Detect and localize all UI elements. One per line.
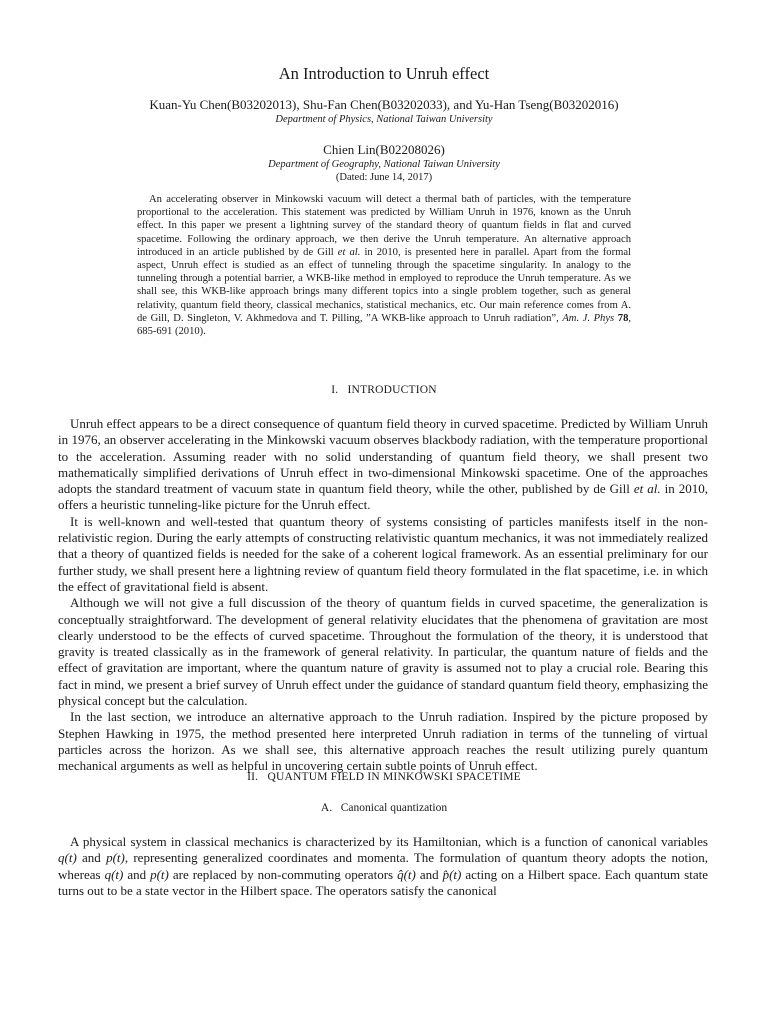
paragraph: It is well-known and well-tested that quantum theory of systems consisting of particles manifests itself in the non-relativistic region. During the early attempts of constructing relativistic quantum mechanics, it was not immediately realized that a theory of quantized fields is needed for the sake of a coherent logical framework. As an essential preliminary for our further study, we shall present here a lightning review of quantum field theory formulated in the flat spacetime, i.e. in which the effect of gravitational field is absent.	[58, 513, 708, 594]
subsection-heading-canonical-quantization	[0, 802, 768, 814]
abstract-text-1: An accelerating observer in Minkowski vacuum will detect a thermal bath of particles, with the temperature proportional to the acceleration. This statement was predicted by William Unruh in 1976, known as the Unruh effect. In this paper we present a lightning survey of the standard theory of quantum fields in flat and curved spacetime. Following the ordinary approach, we then derive the Unruh temperature. An alternative approach introduced in an article published by de Gill	[137, 194, 631, 258]
paragraph-text: A physical system in classical mechanics is characterized by its Hamiltonian, which is a function of canonical variables	[70, 834, 708, 849]
abstract	[137, 193, 631, 338]
author-list-2: Chien Lin(B02208026)	[323, 142, 445, 157]
subsection-number: A.	[320, 802, 333, 814]
author-list-1: Kuan-Yu Chen(B03202013), Shu-Fan Chen(B03202033), and Yu-Han Tseng(B03202016)	[149, 97, 619, 112]
paragraph: Although we will not give a full discussion of the theory of quantum fields in curved spacetime, the generalization is conceptually straightforward. The development of general relativity elucidates that the phenomena of gravitation are most clearly understood to be the effects of curved spacetime. Throughout the formulation of the theory, it is understood that gravity is treated classically as in the framework of general relativity. In particular, the quantum nature of fields and the effect of gravitation are important, where the quantum nature of gravity is assumed not to play a crucial role. Bearing this fact in mind, we present a brief survey of Unruh effect under the guidance of standard quantum field theory, emphasizing the physical concept but the calculation.	[58, 595, 708, 709]
section-number: II.	[247, 771, 259, 783]
section-title: QUANTUM FIELD IN MINKOWSKI SPACETIME	[267, 771, 521, 783]
paragraph-text: and	[123, 866, 151, 882]
paragraph-text: in 2010, offers a heuristic tunneling-like picture for the Unruh effect.	[58, 481, 708, 513]
math-p-hat: p̂(t)	[442, 866, 462, 882]
paragraph	[58, 834, 708, 899]
paragraph-text: Unruh effect appears to be a direct consequence of quantum field theory in curved spacetime. Predicted by William Unruh in 1976, an observer accelerating in the Minkowski vacuum observes blackbody radiation, with the temperature proportional to the acceleration. Assuming reader with no solid understanding of quantum field theory, we shall present two mathematically simplified derivations of Unruh effect in two-dimensional Minkowski spacetime. One of the approaches adopts the standard treatment of vacuum state in quantum field theory, while the other, published by de Gill	[58, 416, 708, 497]
section-heading-quantum-field	[0, 771, 768, 783]
abstract-pages: , 685-691 (2010).	[137, 312, 632, 338]
canonical-quantization-body	[58, 834, 708, 899]
section-heading-introduction	[0, 384, 768, 396]
introduction-body	[58, 416, 708, 775]
abstract-text-2: in 2010, is presented here in parallel. Apart from the formal aspect, Unruh effect is studied as an effect of tunneling through the spacetime singularity. In analogy to the tunneling through a potential barrier, a WKB-like method in employed to reproduce the Unruh temperature. As we shall see, this WKB-like approach brings many different topics into a single problem together, such as general relativity, quantum field theory, classical mechanics, statistical mechanics, etc. Our main reference comes from A. de Gill, D. Singleton, V. Akhmedova and T. Pilling, ”A WKB-like approach to Unruh radiation”,	[137, 246, 631, 324]
et-al: et al.	[633, 481, 661, 497]
abstract-et-al: et al.	[337, 246, 361, 258]
math-q: q(t)	[104, 866, 124, 882]
paragraph-text: acting on a Hilbert space. Each quantum state turns out to be a state vector in the Hilbert space. The operators satisfy the canonical	[58, 866, 708, 898]
dated-line: (Dated: June 14, 2017)	[335, 172, 433, 183]
paragraph-text: , representing generalized coordinates and momenta. The formulation of quantum theory adopts the notion, whereas	[58, 850, 708, 882]
paragraph-text: and	[415, 866, 443, 882]
affiliation-1: Department of Physics, National Taiwan University	[275, 114, 493, 125]
paragraph-text: and	[76, 850, 107, 866]
math-p: p(t)	[106, 850, 125, 866]
paragraph-text: are replaced by non-commuting operators	[168, 866, 398, 882]
paragraph: In the last section, we introduce an alternative approach to the Unruh radiation. Inspired by the picture proposed by Stephen Hawking in 1975, the method presented here interpreted Unruh radiation in terms of the tunneling of virtual particles across the horizon. As we shall see, this alternative approach reaches the result utilizing purely quantum mechanical arguments as well as helpful in uncovering certain subtle points of Unruh effect.	[58, 709, 708, 774]
math-q-hat: q̂(t)	[397, 866, 416, 882]
abstract-journal: Am. J. Phys	[562, 312, 615, 324]
paragraph	[58, 416, 708, 514]
subsection-title: Canonical quantization	[340, 802, 448, 814]
math-p: p(t)	[150, 866, 169, 882]
section-title: INTRODUCTION	[347, 384, 437, 396]
paper-title: An Introduction to Unruh effect	[278, 64, 490, 83]
affiliation-2: Department of Geography, National Taiwan University	[268, 159, 500, 170]
section-number: I.	[331, 384, 339, 396]
math-q: q(t)	[58, 850, 77, 866]
abstract-volume: 78	[617, 312, 629, 324]
